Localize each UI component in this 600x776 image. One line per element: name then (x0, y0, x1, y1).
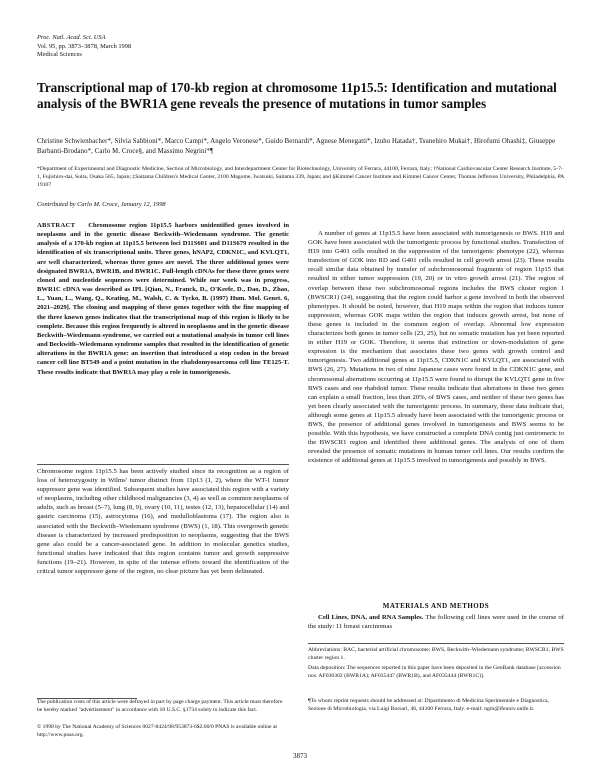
abstract-text: Chromosome region 11p15.5 harbors unidentified genes involved in neoplasms and in the genetic disease Beckwith–Wiedemann syndrome. The genetic analysis of a 170-kb region at 11p15.5 between loci D11S601 and D11S679 resulted in the identification of six transcriptional units. Three genes, hNAP2, CDKN1C, and KVLQT1, are well characterized, whereas three genes are novel. The three additional genes were designated BWR1A, BWR1B, and BWR1C. Full-length cDNAs for these three genes were cloned and nucleotide sequences were determined. While our work was in progress, BWR1C cDNA was described as IPL [Qian, N., Franck, D., O'Keefe, D., Dao, D., Zhao, L., Yuan, L., Wang, Q., Keating, M., Walsh, C. & Tycko, B. (1997) Hum. Mol. Genet. 6, 2021–2029]. The cloning and mapping of these genes together with the fine mapping of the three known genes indicates that the transcriptional map of this region is likely to be complete. Because this region frequently is altered in neoplasms and in the genetic disease Beckwith–Wiedemann syndrome, we carried out a mutational analysis in tumor cell lines and Beckwith–Wiedemann syndrome samples that resulted in the identification of genetic alterations in the BWR1A gene: an insertion that introduced a stop codon in the breast cancer cell line BT549 and a point mutation in the rhabdomyosarcoma cell line TE125-T. These results indicate that BWR1A may play a role in tumorigenesis. (37, 222, 290, 376)
reprint-request-footnote: ¶To whom reprint requests should be addressed at: Dipartimento di Medicina Sperimentale e Diagnostica, Sezione di Microbiologia, via Luigi Borsari, 46, 44100 Ferrara, Italy. e-mail: ngm@ifeuniv.unife.it. (308, 698, 549, 712)
communicated-by: Contributed by Carlo M. Croce, January 12, 1998 (37, 201, 166, 208)
journal-header (37, 34, 131, 60)
publication-cost-note: The publication costs of this article were defrayed in part by page charge payment. This article must therefore be hereby marked "advertisement" in accordance with 18 U.S.C. §1734 solely to indicate this fact. (37, 699, 283, 713)
body-paragraph: A number of genes at 11p15.5 have been associated with tumorigenesis or BWS. H19 and GOK have been associated with the tumorigenic process by functional studies. Transfection of H19 into G401 cells resulted in the suppression of the tumorigenic phenotype (22), whereas transfection of GOK into RD and G401 cells resulted in cell growth arrest (23). These results recall similar data obtained by transfer of subchromosomal fragments of region 11p15 that resulted in either tumor suppression (19, 20) or in vitro growth arrest (21). The region of overlap between these two subchromosomal regions includes the BWS cluster region 1 (BWSCR1) (24), suggesting that the region could harbor a gene involved in both the observed phenotypes. It should be noted, however, that H19 maps within the region that induces tumor suppression, whereas GOK maps within the region that induces growth arrest, but none of these genes is included in the common region of overlap. Abnormal low expression characterizes both genes in tumor cells (23, 25), but no somatic mutation has yet been reported in either H19 or GOK. Therefore, it seems that extinction or down-modulation of gene expression is the mechanism that associates these two genes with growth control and tumorigenesis. Two additional genes at 11p15.5, CDKN1C and KVLQT1, are associated with BWS (26, 27). Mutations in two of nine Japanese cases were found in the CDKN1C gene, and chromosomal aberrations occurring at 11p15.5 were found to disrupt the KVLQT1 gene in five BWS cases and one rhabdoid tumor. These results indicate that alterations in these two genes can explain a small fraction, less than 20%, of BWS cases, and neither of these two genes has yet been clearly associated with the tumorigenic process. In summary, these data indicate that, although some genes at 11p15.5 already have been associated with the tumorigenic process or BWS, the presence of additional genes involved in tumorigenesis and BWS seems to be possible. With this hypothesis, we have constructed a complete DNA contig just centromeric to the BWSCR1 region and identified three additional genes. The analysis of one of them revealed the presence of somatic mutations in human tumor cell lines. Our results confirm the existence of additional genes at 11p15.5 involved in tumorigenesis and possibly in BWS. (308, 230, 564, 465)
section-heading-methods: MATERIALS AND METHODS (382, 602, 490, 610)
author-list: Christine Schwienbacher*, Silvia Sabbioni*, Marco Campi*, Angelo Veronese*, Guido Bernardi*, Agnese Menegatti*, Izuho Hatada†, Tsunehiro Mukai†, Hirofumi Ohashi‡, Giuseppe Barbanti-Brodano*, Carlo M. Croce§, and Massimo Negrini*¶ (37, 138, 556, 155)
abstract-label: ABSTRACT (37, 222, 76, 229)
author-affiliations: *Department of Experimental and Diagnostic Medicine, Section of Microbiology, and Interdepartment Center for Biotechnology, University of Ferrara, 44100, Ferrara, Italy; †National Cardiovascular Center Research Institute, 5-7-1, Fujishiro-dai, Suita, Osaka 565, Japan; ‡Saitama Children's Medical Center, 2100 Magome, Iwatsuki, Saitama 339, Japan; and §Kimmel Cancer Institute and Kimmel Cancer Center, Thomas Jefferson University, Philadelphia, PA 19107 (37, 166, 564, 188)
paper-title: Transcriptional map of 170-kb region at chromosome 11p15.5: Identification and mutational analysis of the BWR1A gene reveals the presence of mutations in tumor samples (37, 80, 557, 111)
abbreviations-footnote: Abbreviations: BAC, bacterial artificial chromosome; BWS, Beckwith–Wiedemann syndrome; BWSCR1, BWS cluster region 1. (308, 647, 564, 661)
right-footnote-divider (308, 643, 564, 644)
abstract-divider (37, 464, 289, 465)
introduction (37, 467, 289, 576)
journal-name: Proc. Natl. Acad. Sci. USA (37, 34, 106, 41)
methods-runin-heading: Cell Lines, DNA, and RNA Samples. (318, 614, 424, 621)
abstract (37, 221, 289, 377)
methods-text: The following cell lines were used in the course of the study: 11 breast carcinomas (308, 614, 564, 631)
page-number: 3873 (293, 752, 307, 760)
journal-section: Medical Sciences (37, 51, 82, 59)
copyright-note: © 1998 by The National Academy of Sciences 0027-8424/98/953873-6$2.00/0 PNAS is available online at http://www.pnas.org. (37, 724, 277, 738)
journal-volume-line: Vol. 95, pp. 3873–3878, March 1998 (37, 42, 132, 50)
methods-paragraph (308, 613, 564, 631)
data-deposition-footnote: Data deposition: The sequences reported in this paper have been deposited in the GenBank database [accession nos. AF030302 (BWR1A); AF035447 (BWR1B), and AF035444 (BWR1C)]. (308, 665, 561, 679)
intro-paragraph: Chromosome region 11p15.5 has been actively studied since its recognition as a region of loss of heterozygosity in Wilms' tumor distinct from 11p13 (1, 2), where the WT-1 tumor suppressor gene was identified. Subsequent studies have associated this region with a variety of neoplasms, including other childhood malignancies (3, 4) as well as common neoplasms of adults, such as breast (5–7), lung (8, 9), ovary (10, 11), testes (12, 13), hepatocellular (14) and gastric carcinoma (15), astrocytoma (16), and medulloblastoma (17). The region also is associated with the Beckwith–Wiedemann syndrome (BWS) (1, 18). This overgrowth genetic disease is characterized by increased predisposition to neoplasms, suggesting that the BWS gene also could be a cancer-associated gene. In addition to molecular genetics studies, functional studies have indicated that this region contains tumor and growth suppressive functions (19–21). However, in spite of the intense efforts toward the identification of the critical tumor suppressor gene of the region, no clear picture has yet been delineated. (37, 468, 289, 576)
right-column-body (308, 229, 564, 465)
